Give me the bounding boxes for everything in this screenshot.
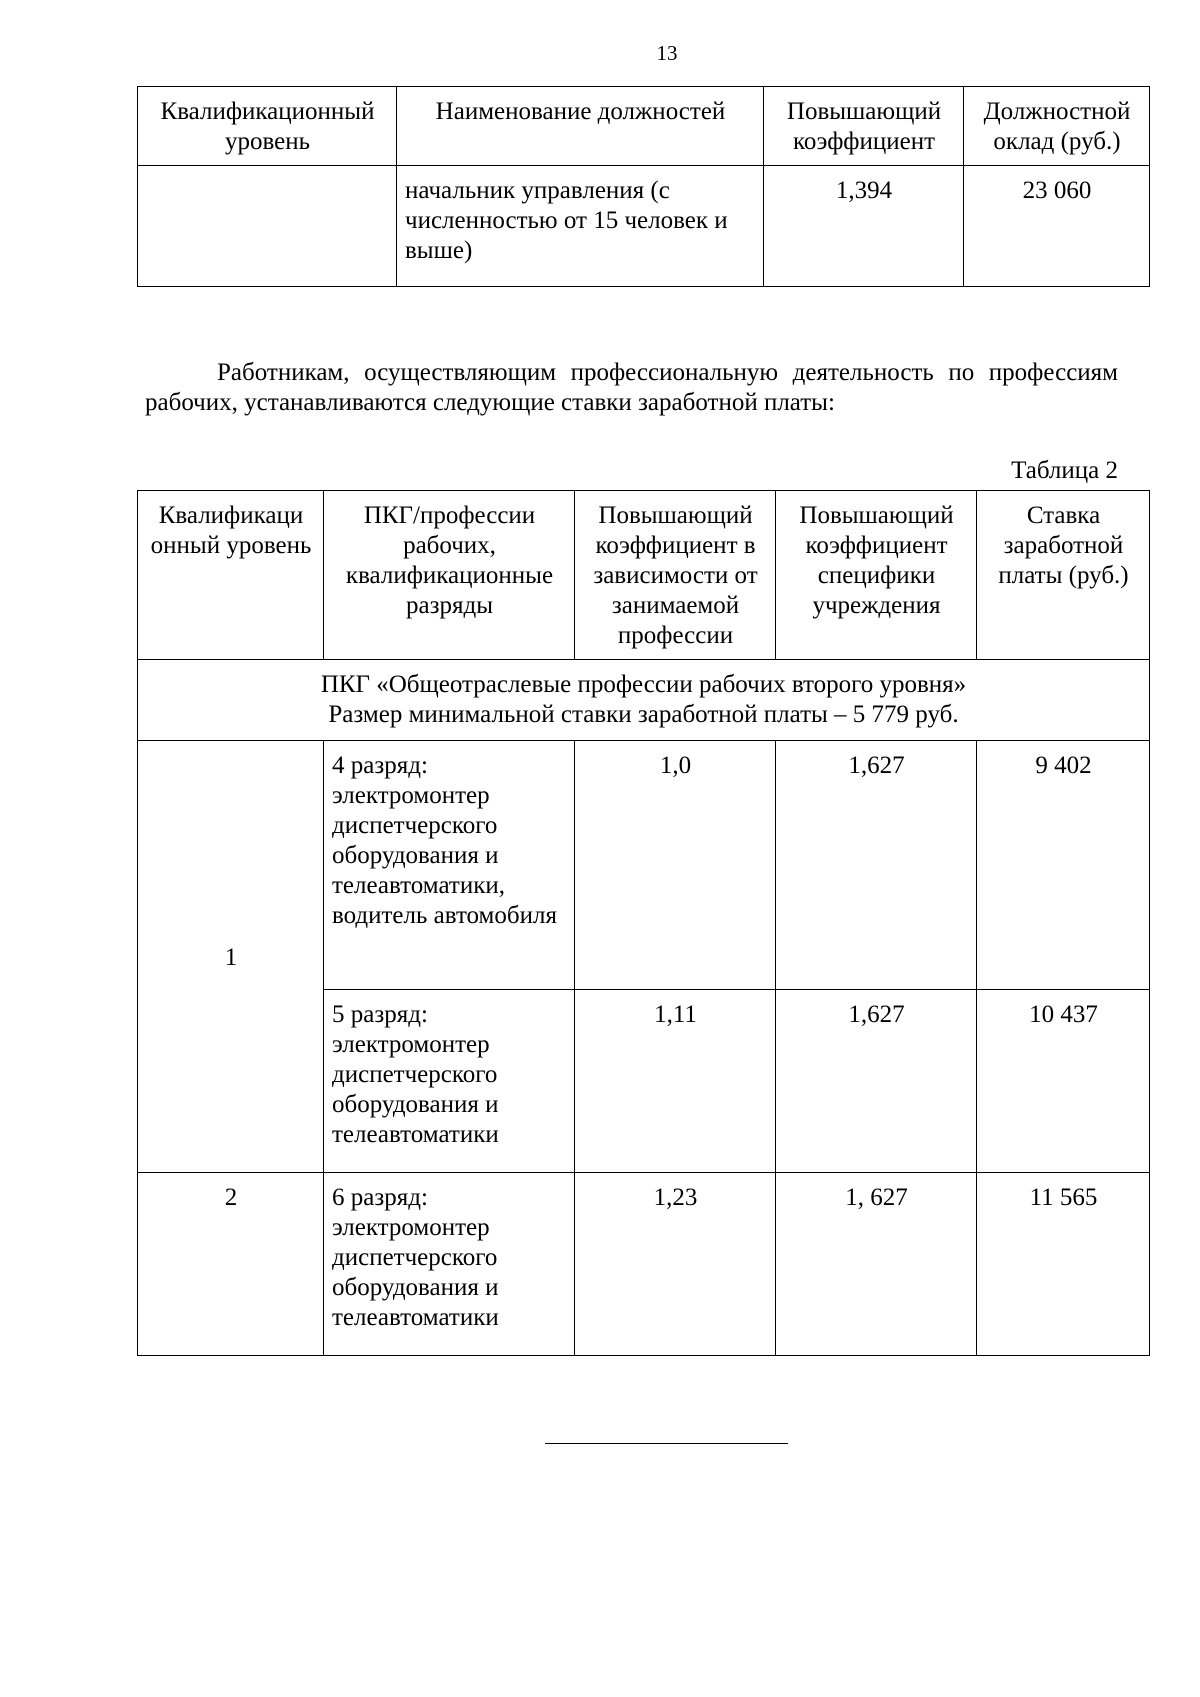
cell-coef-specific: 1,627 — [776, 741, 977, 990]
paragraph-text: Работникам, осуществляющим профессиональную деятельность по профессиям рабочих, устанавливаются следующие ставки заработной платы: — [145, 359, 1118, 416]
cell-coefficient: 1,394 — [764, 166, 964, 287]
table-caption: Таблица 2 — [1011, 457, 1118, 484]
cell-profession: 6 разряд: электромонтер диспетчерского оборудования и телеавтоматики — [324, 1173, 575, 1356]
table-row — [138, 741, 1150, 990]
header-rate: Ставка заработной платы (руб.) — [977, 491, 1150, 660]
header-coefficient-specific: Повышающий коэффициент специфики учреждения — [776, 491, 977, 660]
body-paragraph — [145, 358, 1118, 418]
cell-rate: 10 437 — [977, 990, 1150, 1173]
cell-salary: 23 060 — [964, 166, 1150, 287]
closing-rule — [545, 1443, 788, 1444]
header-qualification-level: Квалификаци онный уровень — [138, 491, 324, 660]
cell-level: 1 — [138, 741, 324, 1173]
cell-coef-specific: 1, 627 — [776, 1173, 977, 1356]
header-qualification-level: Квалификационный уровень — [138, 87, 397, 166]
table-row — [138, 166, 1150, 287]
group-row — [138, 660, 1150, 741]
cell-profession: 4 разряд: электромонтер диспетчерского оборудования и телеавтоматики, водитель автомобиля — [324, 741, 575, 990]
cell-profession: 5 разряд: электромонтер диспетчерского оборудования и телеавтоматики — [324, 990, 575, 1173]
cell-rate: 11 565 — [977, 1173, 1150, 1356]
cell-level — [138, 166, 397, 287]
cell-position: начальник управления (с численностью от 15 человек и выше) — [397, 166, 764, 287]
header-profession: ПКГ/профессии рабочих, квалификационные разряды — [324, 491, 575, 660]
header-position-name: Наименование должностей — [397, 87, 764, 166]
worker-rates-table — [137, 490, 1150, 1356]
positions-table — [137, 86, 1150, 287]
cell-coef-profession: 1,0 — [575, 741, 776, 990]
cell-coef-profession: 1,11 — [575, 990, 776, 1173]
group-heading — [138, 660, 1150, 741]
group-min-rate: Размер минимальной ставки заработной платы – 5 779 руб. — [328, 701, 959, 728]
cell-coef-specific: 1,627 — [776, 990, 977, 1173]
cell-rate: 9 402 — [977, 741, 1150, 990]
table-row — [138, 1173, 1150, 1356]
group-title: ПКГ «Общеотраслевые профессии рабочих второго уровня» — [320, 671, 967, 698]
header-coefficient: Повышающий коэффициент — [764, 87, 964, 166]
table-header-row — [138, 87, 1150, 166]
header-salary: Должностной оклад (руб.) — [964, 87, 1150, 166]
cell-coef-profession: 1,23 — [575, 1173, 776, 1356]
cell-level: 2 — [138, 1173, 324, 1356]
page-number: 13 — [656, 41, 678, 65]
table-header-row — [138, 491, 1150, 660]
header-coefficient-profession: Повышающий коэффициент в зависимости от занимаемой профессии — [575, 491, 776, 660]
